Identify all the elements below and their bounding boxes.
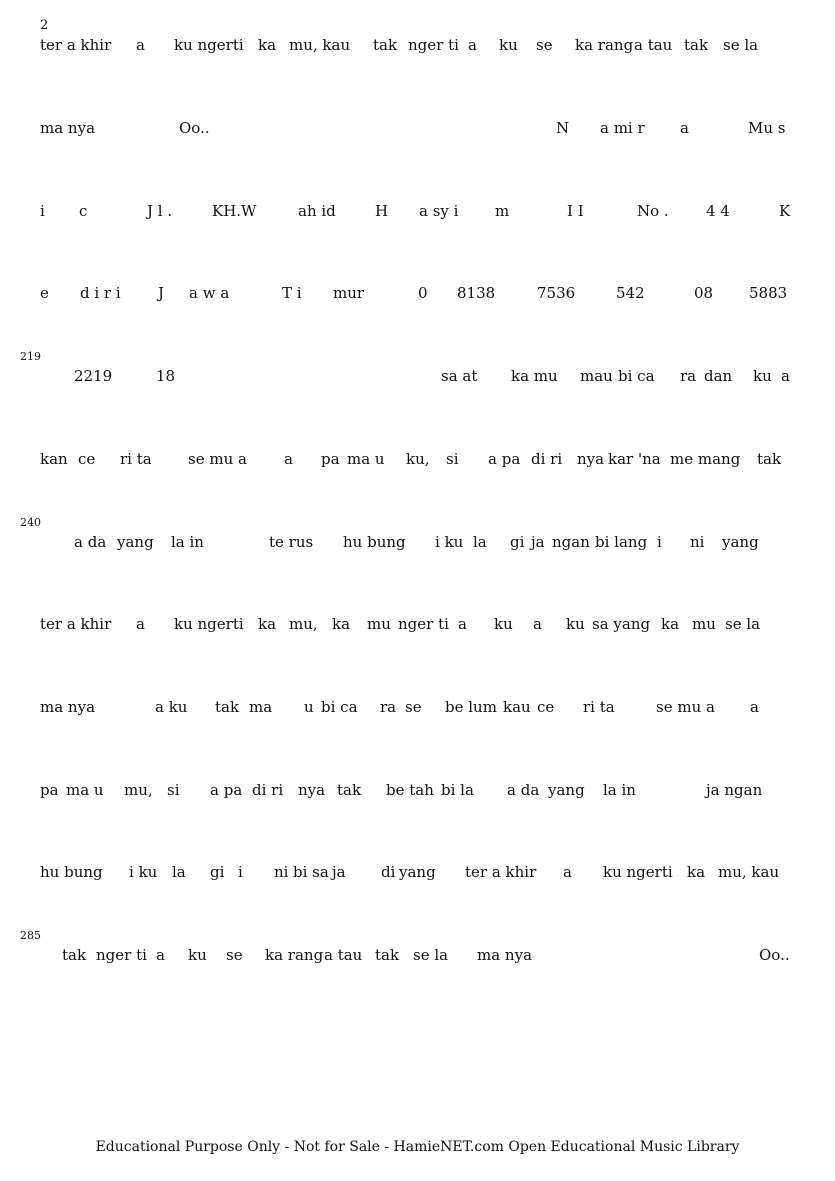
measure-number: 240	[20, 516, 41, 529]
lyric-syllable: 08	[694, 284, 714, 302]
lyric-syllable: tak	[215, 698, 240, 716]
lyric-syllable: ja	[531, 533, 545, 551]
lyric-syllable: ngan	[552, 533, 590, 551]
lyric-syllable: yang	[548, 781, 585, 799]
lyric-syllable: KH.W	[212, 202, 257, 220]
lyric-syllable: a	[458, 615, 467, 633]
lyric-syllable: se	[536, 36, 553, 54]
lyric-syllable: ra	[380, 698, 397, 716]
lyric-syllable: se mu a	[188, 450, 247, 468]
lyric-syllable: ku	[188, 946, 207, 964]
lyric-syllable: ce	[78, 450, 96, 468]
lyric-syllable: ce	[537, 698, 555, 716]
lyric-syllable: c	[79, 202, 88, 220]
lyric-syllable: nya	[577, 450, 605, 468]
lyric-syllable: ma nya	[40, 698, 96, 716]
lyric-syllable: se la	[413, 946, 449, 964]
lyric-syllable: mu	[367, 615, 391, 633]
lyric-syllable: gi	[210, 863, 225, 881]
lyric-syllable: ma	[249, 698, 273, 716]
lyric-syllable: la in	[603, 781, 636, 799]
lyric-syllable: a tau	[634, 36, 673, 54]
lyric-syllable: ra	[680, 367, 697, 385]
lyric-syllable: Oo..	[759, 946, 790, 964]
lyric-syllable: mu, kau	[718, 863, 780, 881]
lyric-syllable: bi sa	[293, 863, 329, 881]
lyric-syllable: ni	[690, 533, 705, 551]
lyric-syllable: ni	[274, 863, 289, 881]
lyric-syllable: a	[136, 615, 145, 633]
lyric-syllable: la in	[171, 533, 204, 551]
lyric-syllable: a ku	[155, 698, 188, 716]
lyric-syllable: d i r i	[80, 284, 121, 302]
lyric-syllable: T i	[282, 284, 302, 302]
lyric-syllable: i ku	[435, 533, 464, 551]
lyric-syllable: ka rang	[265, 946, 324, 964]
lyric-syllable: mu,	[124, 781, 153, 799]
lyric-syllable: si	[167, 781, 180, 799]
measure-number: 219	[20, 350, 41, 363]
lyric-syllable: i	[657, 533, 662, 551]
lyric-syllable: a mi r	[600, 119, 645, 137]
lyric-syllable: ter a khir	[40, 36, 112, 54]
lyric-syllable: e	[40, 284, 49, 302]
lyric-syllable: a	[533, 615, 542, 633]
lyric-syllable: ter a khir	[465, 863, 537, 881]
lyric-syllable: ku	[566, 615, 585, 633]
lyric-line-8	[40, 615, 797, 641]
lyric-syllable: Oo..	[179, 119, 210, 137]
lyric-syllable: 4 4	[706, 202, 730, 220]
lyric-syllable: bi la	[441, 781, 474, 799]
lyric-syllable: tak	[337, 781, 362, 799]
measure-number: 285	[20, 929, 41, 942]
lyric-syllable: ku	[494, 615, 513, 633]
lyric-syllable: kau	[503, 698, 531, 716]
lyric-syllable: a	[284, 450, 293, 468]
lyric-syllable: di ri	[531, 450, 563, 468]
lyric-line-10	[40, 781, 797, 807]
lyric-syllable: pa	[40, 781, 59, 799]
lyric-syllable: bi ca	[618, 367, 655, 385]
lyric-syllable: ma u	[347, 450, 385, 468]
lyric-syllable: 'na	[638, 450, 661, 468]
lyric-syllable: se	[405, 698, 422, 716]
lyric-syllable: tak	[62, 946, 87, 964]
lyric-syllable: di	[381, 863, 396, 881]
lyric-syllable: nger ti	[96, 946, 147, 964]
lyric-syllable: a da	[74, 533, 107, 551]
lyric-syllable: u	[304, 698, 314, 716]
lyric-syllable: ku ngerti	[603, 863, 673, 881]
lyric-syllable: di ri	[252, 781, 284, 799]
lyric-syllable: ri ta	[583, 698, 615, 716]
lyric-line-5	[40, 367, 797, 393]
lyric-syllable: tak	[373, 36, 398, 54]
lyric-line-4	[40, 284, 797, 310]
lyric-syllable: nger ti	[408, 36, 459, 54]
lyric-syllable: K	[779, 202, 791, 220]
lyric-syllable: hu bung	[40, 863, 103, 881]
lyric-syllable: mur	[333, 284, 365, 302]
lyric-syllable: I I	[567, 202, 584, 220]
lyric-syllable: N	[556, 119, 570, 137]
lyric-syllable: a	[468, 36, 477, 54]
lyric-syllable: J l .	[147, 202, 173, 220]
lyric-syllable: No .	[637, 202, 669, 220]
lyric-syllable: ka	[332, 615, 351, 633]
lyric-syllable: tak	[684, 36, 709, 54]
footer-notice: Educational Purpose Only - Not for Sale - HamieNET.com Open Educational Music Library	[95, 1139, 740, 1155]
lyric-syllable: se	[226, 946, 243, 964]
lyric-line-7	[40, 533, 797, 559]
lyric-syllable: H	[375, 202, 389, 220]
lyric-syllable: Mu s	[748, 119, 786, 137]
lyric-syllable: yang	[399, 863, 436, 881]
lyric-syllable: ku	[753, 367, 772, 385]
lyric-syllable: a	[680, 119, 689, 137]
lyric-syllable: me mang	[670, 450, 741, 468]
lyric-syllable: pa	[321, 450, 340, 468]
lyric-syllable: a pa	[488, 450, 521, 468]
lyric-syllable: kan	[40, 450, 68, 468]
lyric-syllable: hu bung	[343, 533, 406, 551]
lyric-syllable: la	[172, 863, 186, 881]
lyric-syllable: ma nya	[40, 119, 96, 137]
lyric-syllable: a pa	[210, 781, 243, 799]
lyric-syllable: ka mu	[511, 367, 558, 385]
lyric-line-3	[40, 202, 797, 228]
lyric-syllable: ku,	[406, 450, 430, 468]
lyric-syllable: 8138	[457, 284, 496, 302]
lyric-syllable: i	[40, 202, 45, 220]
lyric-syllable: ma u	[66, 781, 104, 799]
lyric-syllable: a	[781, 367, 790, 385]
lyric-syllable: 7536	[537, 284, 576, 302]
lyric-syllable: sa yang	[592, 615, 651, 633]
lyric-syllable: ah id	[298, 202, 336, 220]
lyric-syllable: 5883	[749, 284, 788, 302]
lyric-syllable: mu	[692, 615, 716, 633]
lyric-syllable: ma nya	[477, 946, 533, 964]
lyric-syllable: mu,	[289, 615, 318, 633]
lyric-syllable: bi lang	[595, 533, 648, 551]
lyric-syllable: J	[158, 284, 165, 302]
lyric-line-1	[40, 36, 797, 62]
lyric-syllable: se la	[725, 615, 761, 633]
lyric-syllable: ku	[499, 36, 518, 54]
lyric-syllable: ka rang	[575, 36, 634, 54]
lyric-line-12	[40, 946, 797, 972]
lyric-syllable: a	[156, 946, 165, 964]
lyric-syllable: si	[446, 450, 459, 468]
lyric-syllable: sa at	[441, 367, 478, 385]
lyric-syllable: dan	[704, 367, 733, 385]
lyric-syllable: la	[473, 533, 487, 551]
lyric-syllable: 2219	[74, 367, 113, 385]
page-number: 2	[40, 18, 49, 33]
lyric-syllable: ka	[687, 863, 706, 881]
lyric-syllable: ka	[661, 615, 680, 633]
lyric-syllable: ja	[332, 863, 346, 881]
lyric-syllable: a	[136, 36, 145, 54]
lyric-syllable: se la	[723, 36, 759, 54]
lyric-syllable: a	[563, 863, 572, 881]
lyric-line-6	[40, 450, 797, 476]
lyric-syllable: ri ta	[120, 450, 152, 468]
lyric-syllable: 18	[156, 367, 176, 385]
lyric-syllable: te rus	[269, 533, 314, 551]
lyric-line-2	[40, 119, 797, 145]
lyric-syllable: ja ngan	[706, 781, 763, 799]
lyric-syllable: ter a khir	[40, 615, 112, 633]
lyric-syllable: i ku	[129, 863, 158, 881]
lyric-syllable: 542	[616, 284, 645, 302]
lyric-syllable: yang	[722, 533, 759, 551]
lyric-syllable: be lum	[445, 698, 497, 716]
lyric-syllable: kar	[608, 450, 634, 468]
lyric-syllable: ku ngerti	[174, 36, 244, 54]
lyric-syllable: gi	[510, 533, 525, 551]
lyric-syllable: tak	[757, 450, 782, 468]
lyric-syllable: a sy i	[419, 202, 459, 220]
lyric-syllable: m	[495, 202, 510, 220]
lyric-syllable: ka	[258, 36, 277, 54]
lyric-syllable: nya	[298, 781, 326, 799]
lyric-syllable: a w a	[189, 284, 230, 302]
lyric-line-11	[40, 863, 797, 889]
lyric-syllable: a da	[507, 781, 540, 799]
lyric-syllable: nger ti	[398, 615, 449, 633]
lyric-syllable: se mu a	[656, 698, 715, 716]
lyric-syllable: bi ca	[321, 698, 358, 716]
lyric-syllable: a tau	[324, 946, 363, 964]
lyric-syllable: be tah	[386, 781, 434, 799]
lyric-line-9	[40, 698, 797, 724]
lyric-syllable: yang	[117, 533, 154, 551]
lyric-syllable: mu, kau	[289, 36, 351, 54]
lyric-syllable: 0	[418, 284, 428, 302]
lyric-syllable: i	[238, 863, 243, 881]
lyric-syllable: a	[750, 698, 759, 716]
lyric-syllable: ka	[258, 615, 277, 633]
lyric-syllable: mau	[580, 367, 613, 385]
lyric-syllable: ku ngerti	[174, 615, 244, 633]
lyric-syllable: tak	[375, 946, 400, 964]
